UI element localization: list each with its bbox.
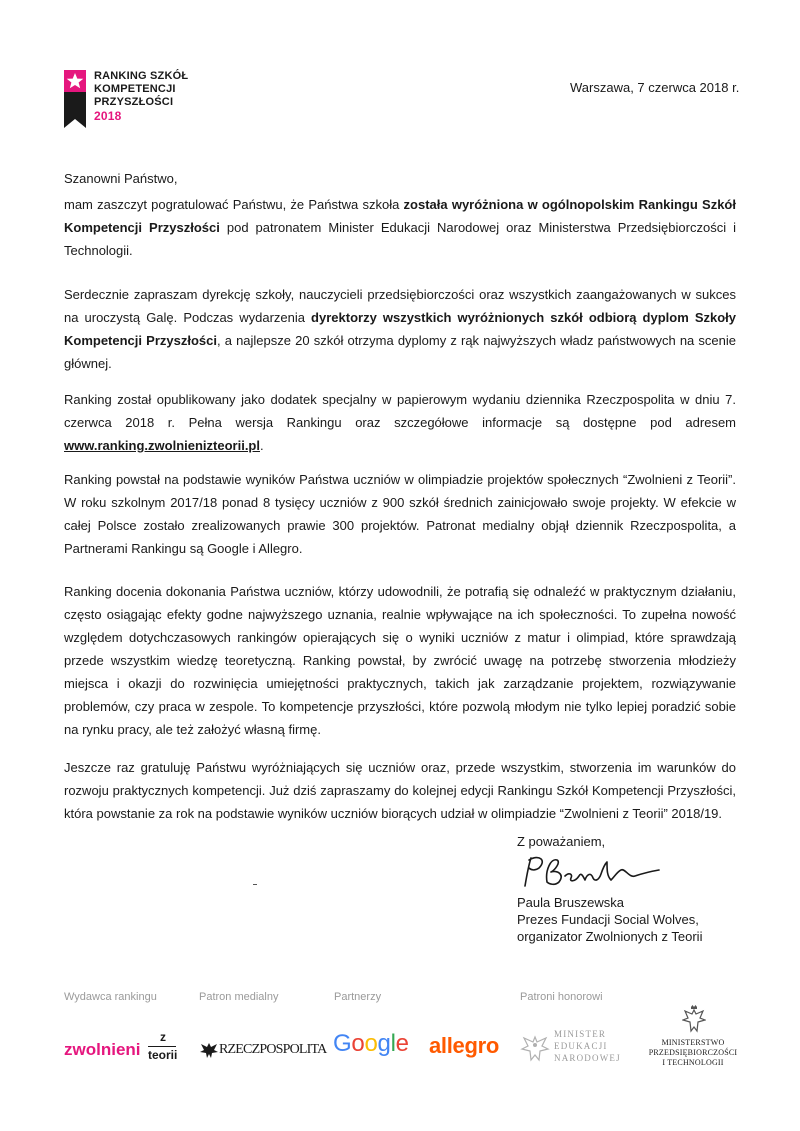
letter-date: Warszawa, 7 czerwca 2018 r.	[570, 80, 740, 95]
mpt-text	[648, 1038, 738, 1068]
eagle-emblem-icon	[520, 1034, 550, 1064]
google-logo	[333, 1030, 409, 1058]
scan-speck	[253, 884, 257, 885]
rzeczpospolita-wordmark: RZECZPOSPOLITA	[219, 1042, 327, 1057]
p1-text-a: mam zaszczyt pogratulować Państwu, że Państwa szkoła	[64, 197, 404, 212]
zwolnieni-rule	[148, 1046, 176, 1047]
google-letter-o2: o	[364, 1030, 378, 1057]
paragraph-6: Jeszcze raz gratuluję Państwu wyróżniających się uczniów oraz, przede wszystkim, stworzenia im warunków do rozwoju praktycznych kompetencji. Już dziś zapraszamy do kolejnej edycji Rankingu Szkół Kompetencji Przyszłości, która powstanie za rok na podstawie wyników uczniów biorących udział w olimpiadzie “Zwolnieni z Teorii” 2018/19.	[64, 760, 736, 821]
zwolnieni-wordmark: zwolnieni	[64, 1040, 141, 1059]
google-letter-o1: o	[351, 1030, 365, 1057]
zwolnieni-z-teorii-logo	[64, 1030, 184, 1070]
logo-year: 2018	[94, 109, 122, 123]
google-letter-e: e	[395, 1030, 409, 1057]
logo-line-1: RANKING SZKÓŁ	[94, 70, 189, 82]
media-patron-label: Patron medialny	[199, 991, 279, 1003]
men-line-2: EDUKACJI	[554, 1041, 608, 1051]
handwritten-signature	[517, 852, 667, 894]
p2-text-a: Serdecznie zapraszam dyrekcję szkoły, nauczycieli przedsiębiorczości oraz wszystkich zaangażowanych w sukces na uroczystą Galę. Podczas wydarzenia	[64, 287, 736, 325]
paragraph-4: Ranking powstał na podstawie wyników Państwa uczniów w olimpiadzie projektów społecznych “Zwolnieni z Teorii”. W roku szkolnym 2017/18 ponad 8 tysięcy uczniów z 900 szkół średnich zainicjowało swoje projekty. W efekcie w całej Polsce zostało zrealizowanych prawie 300 projektów. Patronat medialny objął dziennik Rzeczpospolita, a Partnerami Rankingu są Google i Allegro.	[64, 472, 736, 556]
signer-title: Prezes Fundacji Social Wolves,	[517, 912, 699, 927]
signer-block	[517, 894, 702, 945]
zwolnieni-z: z	[160, 1030, 166, 1044]
rzeczpospolita-logo	[199, 1040, 327, 1064]
crowned-eagle-icon	[682, 1004, 706, 1034]
paragraph-3	[64, 388, 736, 457]
minister-edukacji-text	[554, 1028, 621, 1064]
mpt-line-2: PRZEDSIĘBIORCZOŚCI	[648, 1048, 738, 1057]
logo-line-3: PRZYSZŁOŚCI	[94, 96, 174, 108]
minister-edukacji-logo	[520, 1026, 635, 1074]
ranking-logo	[64, 70, 224, 130]
paragraph-2	[64, 283, 736, 375]
signer-name: Paula Bruszewska	[517, 895, 624, 910]
honorary-patrons-label: Patroni honorowi	[520, 991, 603, 1003]
star-bookmark-icon	[64, 70, 86, 128]
signer-organization: organizator Zwolnionych z Teorii	[517, 929, 703, 944]
logo-line-2: KOMPETENCJI	[94, 83, 176, 95]
men-line-1: MINISTER	[554, 1029, 607, 1039]
salutation: Szanowni Państwo,	[64, 171, 178, 186]
google-letter-l: l	[390, 1030, 396, 1057]
p3-text-a: Ranking został opublikowany jako dodatek specjalny w papierowym wydaniu dziennika Rzeczpospolita w dniu 7. czerwca 2018 r. Pełna wersja Rankingu oraz szczegółowe informacje są dostępne pod adresem	[64, 392, 736, 430]
publisher-label: Wydawca rankingu	[64, 991, 157, 1003]
paragraph-5: Ranking docenia dokonania Państwa uczniów, którzy udowodnili, że potrafią się odnaleźć w praktycznym działaniu, często osiągając efekty godne najwyższego uznania, realnie wpływające na ich społeczności. To zupełna nowość względem dotychczasowych rankingów opierających się o wyniki uczniów z matur i olimpiad, które sprawdzają przede wszystkim wiedzę teoretyczną. Ranking powstał, by zwrócić uwagę na potrzebę stworzenia młodzieży miejsca i okazji do rozwinięcia umiejętności praktycznych, takich jak zarządzanie projektem, rozwiązywanie problemów, czy praca w zespole. To kompetencje przyszłości, które pozwolą młodym nie tylko lepiej poradzić sobie na rynku pracy, ale też założyć własną firmę.	[64, 584, 736, 737]
ranking-website-link[interactable]: www.ranking.zwolnienizteorii.pl	[64, 438, 260, 453]
mpt-line-3: I TECHNOLOGII	[662, 1058, 724, 1067]
ministerstwo-przedsiebiorczosci-logo	[648, 1004, 738, 1074]
closing: Z poważaniem,	[517, 834, 606, 849]
google-letter-g2: g	[377, 1030, 391, 1057]
eagle-icon	[199, 1040, 219, 1060]
p2-bold: dyrektorzy wszystkich wyróżnionych szkół odbiorą dyplom Szkoły Kompetencji Przyszłości	[64, 310, 737, 348]
men-line-3: NARODOWEJ	[554, 1053, 621, 1063]
google-letter-g: G	[333, 1030, 352, 1057]
p1-bold: została wyróżniona w ogólnopolskim Rankingu Szkół Kompetencji Przyszłości	[64, 197, 736, 235]
paragraph-1	[64, 193, 736, 262]
partners-label: Partnerzy	[334, 991, 382, 1003]
p2-text-c: , a najlepsze 20 szkół otrzyma dyplomy z rąk najwyższych władz państwowych na scenie głównej.	[64, 333, 736, 371]
p1-text-c: pod patronatem Minister Edukacji Narodowej oraz Ministerstwa Przedsiębiorczości i Technologii.	[64, 220, 736, 258]
allegro-logo: allegro	[429, 1033, 500, 1058]
mpt-line-1: MINISTERSTWO	[661, 1038, 725, 1047]
zwolnieni-teorii: teorii	[148, 1048, 178, 1062]
p3-text-c: .	[259, 438, 264, 453]
